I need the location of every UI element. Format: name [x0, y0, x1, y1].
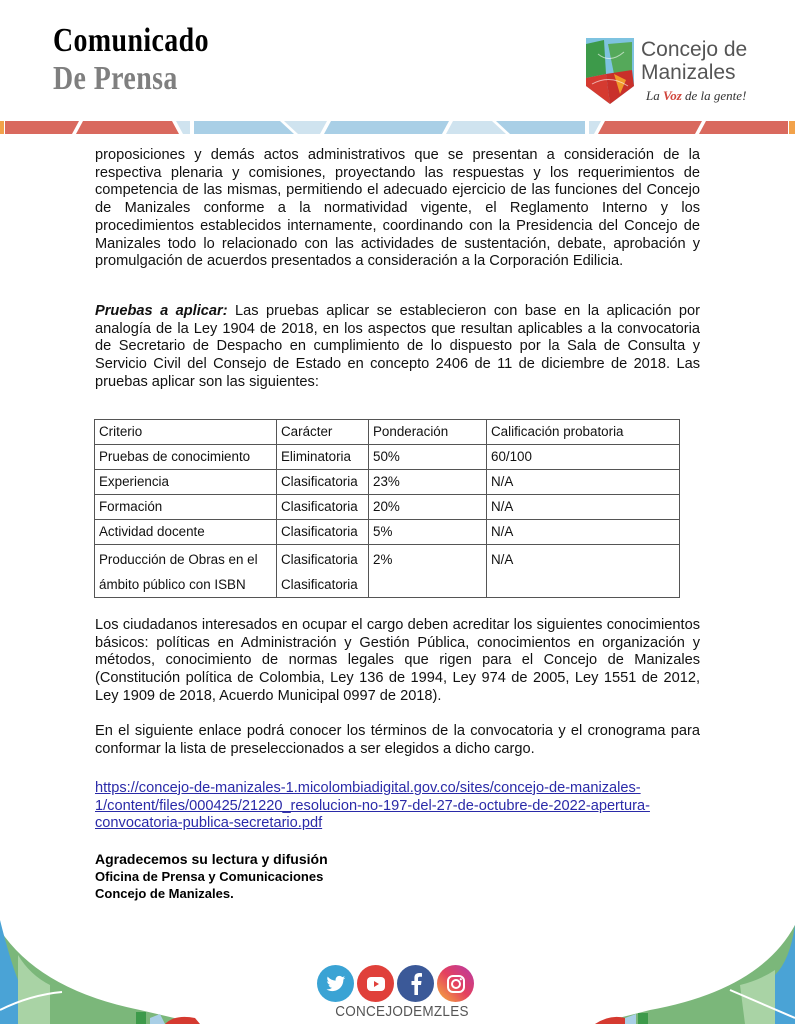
- header-ponderacion: Ponderación: [369, 420, 487, 445]
- convocatoria-link[interactable]: [95, 780, 705, 833]
- link-line1[interactable]: https://concejo-de-manizales-1.micolombiadigital.gov.co/sites/concejo-de-manizales-: [95, 780, 641, 796]
- cell-criterio: Producción de Obras en el ámbito público con ISBN: [95, 545, 277, 598]
- title-de-prensa: De Prensa: [53, 60, 178, 97]
- paragraph-enlace: En el siguiente enlace podrá conocer los términos de la convocatoria y el cronograma para conformar la lista de preseleccionados a ser elegidos a dicho cargo.: [95, 723, 700, 757]
- cell-criterio: Pruebas de conocimiento: [95, 445, 277, 470]
- table-row: [95, 445, 680, 470]
- social-icons: [317, 965, 474, 1002]
- twitter-icon[interactable]: [317, 965, 354, 1002]
- closing-signature: [95, 851, 328, 902]
- paragraph-responsibilities: proposiciones y demás actos administrativos que se presentan a consideración de la respectiva plenaria y comisiones, proyectando las respuestas y los requerimientos de competencia de las mismas, permitiendo el adecuado ejercicio de las funciones del Concejo de Manizales conforme a la normatividad vigente, el Reglamento Interno y los procedimientos establecidos internamente, coordinando con la Presidencia del Concejo de Manizales todo lo relacionado con las actividades de sustentación, debate, aprobación y promulgación de acuerdos presentados a consideración a la Corporación Edilicia.: [95, 147, 700, 270]
- logo-name-line1: Concejo de: [641, 38, 748, 61]
- cell-calificacion: N/A: [487, 520, 680, 545]
- slogan-voz: Voz: [662, 88, 682, 103]
- table-row: [95, 545, 680, 598]
- shield-logo-icon: [584, 34, 636, 106]
- table-row: [95, 520, 680, 545]
- cell-caracter: Eliminatoria: [277, 445, 369, 470]
- cell-ponderacion: 23%: [369, 470, 487, 495]
- cell-calificacion: N/A: [487, 545, 680, 598]
- concejo-logo: [584, 34, 784, 114]
- table-header-row: [95, 420, 680, 445]
- cell-ponderacion: 5%: [369, 520, 487, 545]
- cell-calificacion: N/A: [487, 495, 680, 520]
- cell-ponderacion: 2%: [369, 545, 487, 598]
- cell-ponderacion: 50%: [369, 445, 487, 470]
- document-header: [53, 22, 243, 98]
- cell-caracter: Clasificatoria: [277, 495, 369, 520]
- cell-criterio: Formación: [95, 495, 277, 520]
- link-line3[interactable]: convocatoria-publica-secretario.pdf: [95, 815, 323, 832]
- pruebas-text: Las pruebas aplicar se establecieron con base en la aplicación por analogía de la Ley 1904 de 2018, en los aspectos que resultan aplicables a la convocatoria de Secretario de Despacho en cumplimiento de lo dispuesto por la Sala de Consulta y Servicio Civil del Consejo de Estado en concepto 2406 de 11 de diciembre de 2018. Las pruebas aplicar son las siguientes:: [95, 303, 701, 390]
- title-comunicado: Comunicado: [53, 22, 209, 59]
- header-criterio: Criterio: [95, 420, 277, 445]
- header-stripe-divider: [0, 121, 795, 134]
- cell-criterio: Actividad docente: [95, 520, 277, 545]
- table-row: [95, 470, 680, 495]
- header-calificacion: Calificación probatoria: [487, 420, 680, 445]
- link-line2[interactable]: 1/content/files/000425/21220_resolucion-no-197-del-27-de-octubre-de-2022-apertura-: [95, 797, 650, 814]
- criteria-table: [94, 419, 680, 598]
- slogan-post: de la gente!: [681, 88, 747, 103]
- logo-name-line2: Manizales: [641, 61, 736, 84]
- closing-office: Oficina de Prensa y Comunicaciones: [95, 869, 324, 884]
- social-handle: CONCEJODEMZLES: [335, 1003, 469, 1020]
- cell-calificacion: 60/100: [487, 445, 680, 470]
- cell-criterio: Experiencia: [95, 470, 277, 495]
- paragraph-conocimientos: Los ciudadanos interesados en ocupar el cargo deben acreditar los siguientes conocimientos básicos: políticas en Administración y Gestión Pública, conocimientos en organización y métodos, conocimiento de normas legales que rigen para el Concejo de Manizales (Constitución política de Colombia, Ley 136 de 1994, Ley 974 de 2005, Ley 1551 de 2012, Ley 1909 de 2018, Acuerdo Municipal 0997 de 2018).: [95, 617, 700, 704]
- cell-caracter: Clasificatoria: [277, 520, 369, 545]
- header-caracter: Carácter: [277, 420, 369, 445]
- cell-caracter: Clasificatoria: [277, 470, 369, 495]
- cell-caracter: Clasificatoria Clasificatoria: [277, 545, 369, 598]
- table-row: [95, 495, 680, 520]
- slogan-pre: La: [646, 88, 663, 103]
- cell-ponderacion: 20%: [369, 495, 487, 520]
- logo-name: [641, 38, 747, 84]
- closing-org: Concejo de Manizales.: [95, 886, 234, 901]
- closing-thanks: Agradecemos su lectura y difusión: [95, 851, 328, 867]
- logo-slogan: [646, 88, 746, 104]
- facebook-icon[interactable]: [397, 965, 434, 1002]
- paragraph-pruebas: [95, 303, 700, 392]
- pruebas-label: Pruebas a aplicar:: [95, 303, 228, 319]
- instagram-icon[interactable]: [437, 965, 474, 1002]
- youtube-icon[interactable]: [357, 965, 394, 1002]
- cell-calificacion: N/A: [487, 470, 680, 495]
